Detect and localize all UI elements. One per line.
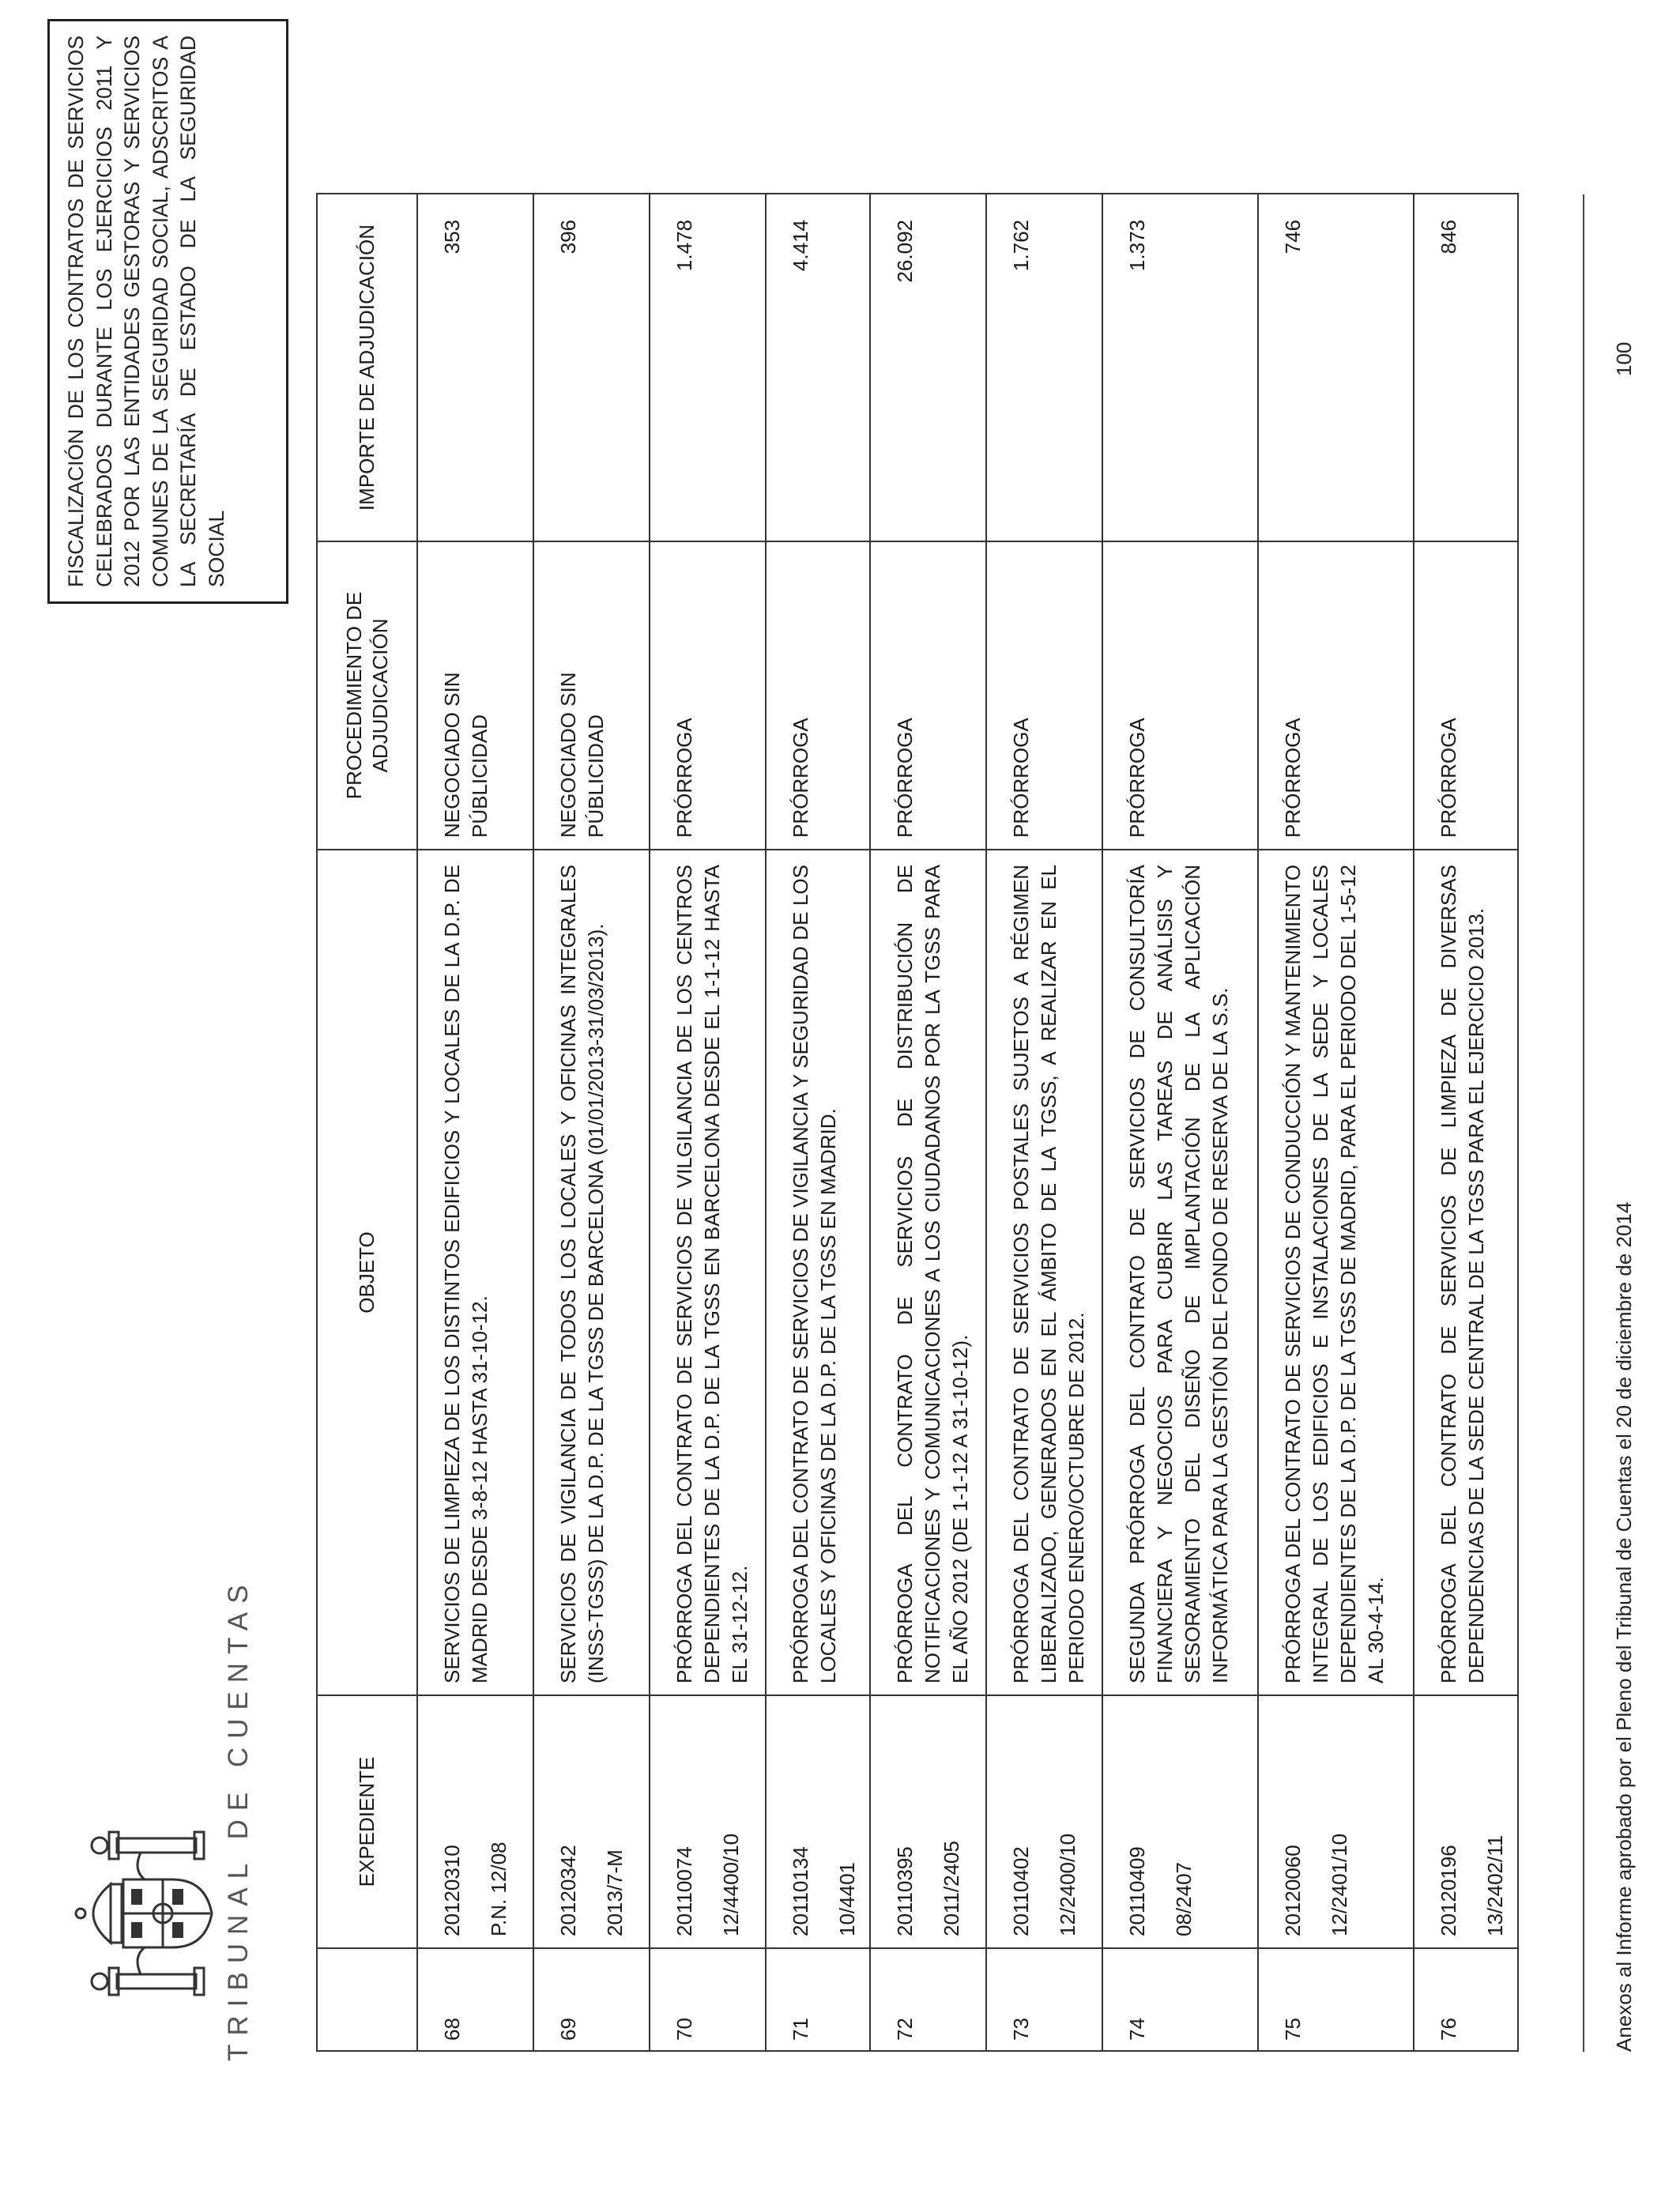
row-importe: 26.092	[870, 194, 986, 541]
expediente-code: 20110074	[672, 1846, 696, 1936]
expediente-file: 13/2402/11	[1483, 1834, 1507, 1936]
expediente-code: 20120196	[1437, 1845, 1460, 1936]
expediente-file: 12/4400/10	[719, 1833, 743, 1936]
row-objeto: PRÓRROGA DEL CONTRATO DE SERVICIOS DE DISTRIBUCIÓN DE NOTIFICACIONES Y COMUNICACIONES A LOS CIUDADANOS POR LA TGSS PARA EL AÑO 2012 (DE 1-1-12 A 31-10-12).	[870, 850, 986, 1695]
contracts-table	[316, 193, 1519, 2052]
row-expediente	[1258, 1695, 1414, 1948]
row-objeto: SERVICIOS DE LIMPIEZA DE LOS DISTINTOS EDIFICIOS Y LOCALES DE LA D.P. DE MADRID DESDE 3-8-12 HASTA 31-10-12.	[417, 850, 533, 1695]
table-row	[533, 194, 650, 2051]
row-importe: 746	[1258, 194, 1414, 541]
row-number: 68	[417, 1948, 533, 2051]
row-procedimiento: NEGOCIADO SIN PÚBLICIDAD	[533, 541, 650, 850]
row-expediente	[417, 1695, 533, 1948]
table-row	[1258, 194, 1414, 2051]
page-number: 100	[1612, 341, 1636, 376]
expediente-file: P.N. 12/08	[487, 1842, 510, 1936]
row-expediente	[650, 1695, 766, 1948]
header-number	[317, 1948, 417, 2051]
row-objeto: PRÓRROGA DEL CONTRATO DE SERVICIOS POSTALES SUJETOS A RÉGIMEN LIBERALIZADO, GENERADOS EN EL ÁMBITO DE LA TGSS, A REALIZAR EN EL PERIODO ENERO/OCTUBRE DE 2012.	[986, 850, 1102, 1695]
expediente-file: 2013/7-M	[603, 1849, 627, 1936]
header-importe: IMPORTE DE ADJUDICACIÓN	[317, 194, 417, 541]
row-objeto: PRÓRROGA DEL CONTRATO DE SERVICIOS DE LIMPIEZA DE DIVERSAS DEPENDENCIAS DE LA SEDE CENTRAL DE LA TGSS PARA EL EJERCICIO 2013.	[1414, 850, 1518, 1695]
row-expediente	[870, 1695, 986, 1948]
row-number: 73	[986, 1948, 1102, 2051]
row-importe: 396	[533, 194, 650, 541]
expediente-code: 20110134	[789, 1846, 812, 1936]
row-procedimiento: PRÓRROGA	[766, 541, 870, 850]
row-importe: 4.414	[766, 194, 870, 541]
row-procedimiento: NEGOCIADO SIN PÚBLICIDAD	[417, 541, 533, 850]
row-expediente	[766, 1695, 870, 1948]
expediente-code: 20110395	[893, 1846, 917, 1936]
header-expediente: EXPEDIENTE	[317, 1695, 417, 1948]
expediente-file: 2011/2405	[940, 1841, 963, 1936]
row-number: 74	[1102, 1948, 1258, 2051]
row-objeto: SEGUNDA PRÓRROGA DEL CONTRATO DE SERVICIOS DE CONSULTORÍA FINANCIERA Y NEGOCIOS PARA CUBRIR LAS TAREAS DE ANÁLISIS Y SESORAMIENTO DEL DISEÑO DE IMPLANTACIÓN DE LA APLICACIÓN INFORMÁTICA PARA LA GESTIÓN DEL FONDO DE RESERVA DE LA S.S.	[1102, 850, 1258, 1695]
row-importe: 1.762	[986, 194, 1102, 541]
footer-divider	[1583, 194, 1584, 2052]
row-importe: 353	[417, 194, 533, 541]
row-number: 76	[1414, 1948, 1518, 2051]
row-procedimiento: PRÓRROGA	[650, 541, 766, 850]
coat-of-arms-logo	[70, 1823, 216, 2004]
row-importe: 1.478	[650, 194, 766, 541]
organization-name: TRIBUNAL DE CUENTAS	[223, 1576, 254, 2061]
report-title-box	[47, 19, 288, 604]
expediente-file: 12/2400/10	[1056, 1833, 1079, 1936]
row-expediente	[1102, 1695, 1258, 1948]
row-objeto: PRÓRROGA DEL CONTRATO DE SERVICIOS DE CONDUCCIÓN Y MANTENIMIENTO INTEGRAL DE LOS EDIFICIOS E INSTALACIONES DE LA SEDE Y LOCALES DEPENDIENTES DE LA D.P. DE LA TGSS DE MADRID, PARA EL PERIODO DEL 1-5-12 AL 30-4-14.	[1258, 850, 1414, 1695]
footer-note: Anexos al Informe aprobado por el Pleno del Tribunal de Cuentas el 20 de diciembre de 2014	[1612, 1201, 1636, 2052]
expediente-code: 20110402	[1009, 1846, 1033, 1936]
table-header-row	[317, 194, 417, 2051]
row-objeto: SERVICIOS DE VIGILANCIA DE TODOS LOS LOCALES Y OFICINAS INTEGRALES (INSS-TGSS) DE LA D.P. DE LA TGSS DE BARCELONA (01/01/2013-31/03/2013).	[533, 850, 650, 1695]
row-objeto: PRÓRROGA DEL CONTRATO DE SERVICIOS DE VILGILANCIA DE LOS CENTROS DEPENDIENTES DE LA D.P. DE LA TGSS EN BARCELONA DESDE EL 1-1-12 HASTA EL 31-12-12.	[650, 850, 766, 1695]
row-number: 72	[870, 1948, 986, 2051]
row-procedimiento: PRÓRROGA	[1414, 541, 1518, 850]
row-procedimiento: PRÓRROGA	[1102, 541, 1258, 850]
row-number: 70	[650, 1948, 766, 2051]
row-importe: 1.373	[1102, 194, 1258, 541]
expediente-code: 20120060	[1281, 1845, 1305, 1936]
row-procedimiento: PRÓRROGA	[1258, 541, 1414, 850]
expediente-code: 20120342	[556, 1845, 580, 1936]
table-row	[986, 194, 1102, 2051]
table-row	[1102, 194, 1258, 2051]
table-row	[766, 194, 870, 2051]
expediente-code: 20120310	[440, 1845, 464, 1936]
table-row	[870, 194, 986, 2051]
expediente-file: 12/2401/10	[1328, 1833, 1351, 1936]
row-importe: 846	[1414, 194, 1518, 541]
row-expediente	[1414, 1695, 1518, 1948]
table-row	[417, 194, 533, 2051]
table-row	[650, 194, 766, 2051]
row-number: 75	[1258, 1948, 1414, 2051]
row-expediente	[533, 1695, 650, 1948]
row-objeto: PRÓRROGA DEL CONTRATO DE SERVICIOS DE VIGILANCIA Y SEGURIDAD DE LOS LOCALES Y OFICINAS DE LA D.P. DE LA TGSS EN MADRID.	[766, 850, 870, 1695]
header-procedimiento: PROCEDIMIENTO DE ADJUDICACIÓN	[317, 541, 417, 850]
report-title: FISCALIZACIÓN DE LOS CONTRATOS DE SERVICIOS CELEBRADOS DURANTE LOS EJERCICIOS 2011 Y 2012 POR LAS ENTIDADES GESTORAS Y SERVICIOS COMUNES DE LA SEGURIDAD SOCIAL, ADSCRITOS A LA SECRETARÍA DE ESTADO DE LA SEGURIDAD SOCIAL	[64, 36, 228, 587]
expediente-code: 20110409	[1125, 1846, 1149, 1936]
expediente-file: 08/2407	[1172, 1862, 1196, 1936]
header-objeto: OBJETO	[317, 850, 417, 1695]
row-procedimiento: PRÓRROGA	[870, 541, 986, 850]
table-row	[1414, 194, 1518, 2051]
row-number: 69	[533, 1948, 650, 2051]
row-expediente	[986, 1695, 1102, 1948]
expediente-file: 10/4401	[835, 1862, 859, 1936]
row-number: 71	[766, 1948, 870, 2051]
row-procedimiento: PRÓRROGA	[986, 541, 1102, 850]
